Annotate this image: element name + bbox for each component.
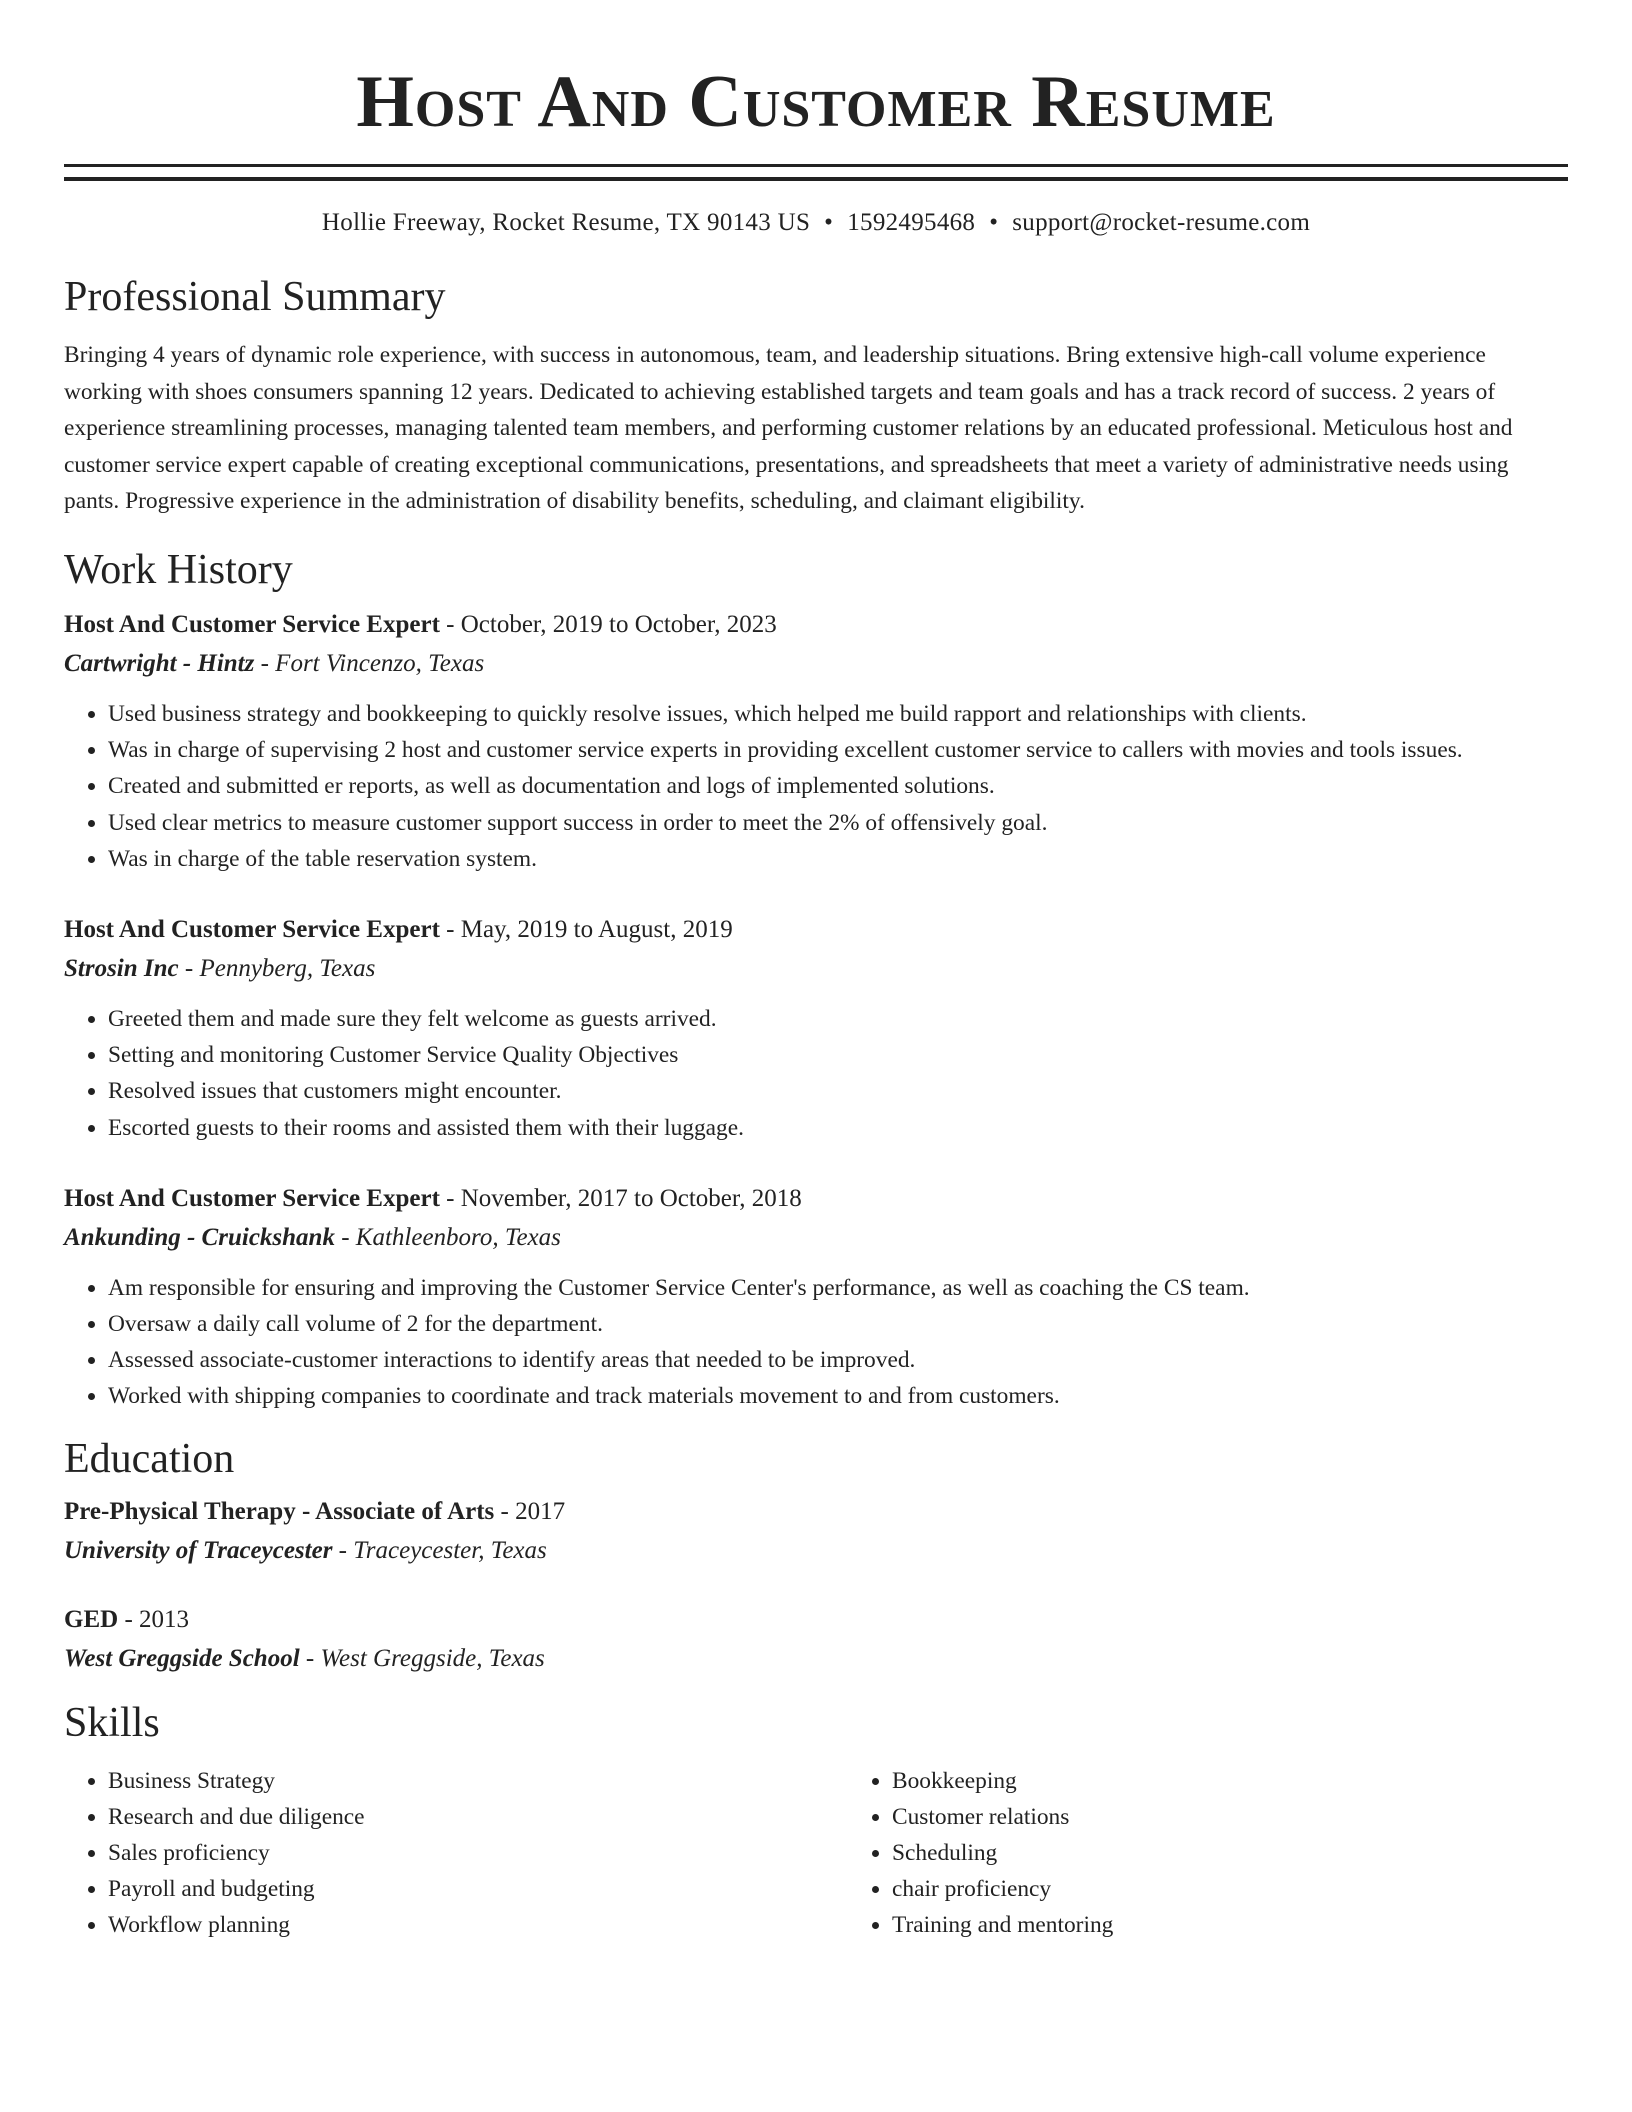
contact-separator: • bbox=[989, 209, 999, 236]
skill-item: • Workflow planning bbox=[108, 1907, 848, 1943]
job-location: - Fort Vincenzo, Texas bbox=[254, 649, 485, 677]
summary-text: Bringing 4 years of dynamic role experience, with success in autonomous, team, and leadership situations. Bring extensive high-call volume experience working with shoes consumers spanning 12 years. Dedicated to achieving established targets and team goals and has a track record of success. 2 years of experience streamlining processes, managing talented team members, and performing customer relations by an educated professional. Meticulous host and customer service expert capable of creating exceptional communications, presentations, and spreadsheets that meet a variety of administrative needs using pants. Progressive experience in the administration of disability benefits, scheduling, and claimant eligibility. bbox=[64, 342, 1513, 515]
education-degree: Pre-Physical Therapy - Associate of Arts bbox=[64, 1497, 495, 1525]
job-dates: - October, 2019 to October, 2023 bbox=[439, 610, 777, 638]
job-company-line bbox=[64, 949, 1568, 989]
job-entry bbox=[64, 606, 1568, 877]
list-item: • Assessed associate-customer interactions to identify areas that needed to be improved. bbox=[108, 1342, 1568, 1378]
contact-line bbox=[64, 207, 1568, 239]
list-item: • Escorted guests to their rooms and assisted them with their luggage. bbox=[108, 1110, 1568, 1146]
skill-item: • Sales proficiency bbox=[108, 1835, 848, 1871]
summary-heading: Professional Summary bbox=[64, 274, 446, 320]
skill-item: • Training and mentoring bbox=[892, 1907, 1113, 1943]
job-title-line bbox=[64, 1180, 1568, 1218]
list-item: • Greeted them and made sure they felt welcome as guests arrived. bbox=[108, 1001, 1568, 1037]
list-item: • Resolved issues that customers might encounter. bbox=[108, 1073, 1568, 1109]
work-history-heading: Work History bbox=[64, 546, 293, 593]
spacer bbox=[64, 877, 1568, 911]
education-location: - West Greggside, Texas bbox=[299, 1644, 545, 1672]
skills-list-left bbox=[64, 1763, 848, 1944]
list-item: • Was in charge of supervising 2 host and customer service experts in providing excellent customer service to callers with movies and tools issues. bbox=[108, 732, 1568, 768]
job-dates: - May, 2019 to August, 2019 bbox=[439, 915, 733, 943]
job-dates: - November, 2017 to October, 2018 bbox=[439, 1184, 802, 1212]
education-heading: Education bbox=[64, 1435, 235, 1482]
list-item: • Created and submitted er reports, as well as documentation and logs of implemented solutions. bbox=[108, 768, 1568, 804]
contact-phone: 1592495468 bbox=[847, 209, 976, 236]
job-location: - Kathleenboro, Texas bbox=[334, 1223, 561, 1251]
skill-item: • Bookkeeping bbox=[892, 1763, 1113, 1799]
skill-item: • Research and due diligence bbox=[108, 1799, 848, 1835]
education-school: University of Traceycester bbox=[64, 1536, 333, 1564]
job-duties-list bbox=[64, 1270, 1568, 1415]
list-item: • Worked with shipping companies to coordinate and track materials movement to and from customers. bbox=[108, 1378, 1568, 1414]
job-duties-list bbox=[64, 696, 1568, 877]
job-company-line bbox=[64, 1218, 1568, 1258]
education-degree-line bbox=[64, 1493, 1568, 1531]
spacer bbox=[64, 1146, 1568, 1180]
title-double-rule bbox=[64, 164, 1568, 181]
education-entry bbox=[64, 1601, 1568, 1679]
education-school-line bbox=[64, 1639, 1568, 1679]
contact-email: support@rocket-resume.com bbox=[1012, 209, 1311, 236]
job-title-line bbox=[64, 606, 1568, 644]
job-entry bbox=[64, 1180, 1568, 1415]
contact-separator: • bbox=[824, 209, 834, 236]
spacer bbox=[64, 1571, 1568, 1601]
skill-item: • Payroll and budgeting bbox=[108, 1871, 848, 1907]
skills-list-right bbox=[848, 1763, 1113, 1944]
list-item: • Setting and monitoring Customer Service Quality Objectives bbox=[108, 1037, 1568, 1073]
education-school-line bbox=[64, 1531, 1568, 1571]
education-entry bbox=[64, 1493, 1568, 1571]
skill-item: • Business Strategy bbox=[108, 1763, 848, 1799]
job-entry bbox=[64, 911, 1568, 1146]
skills-grid bbox=[64, 1763, 1568, 1944]
education-school: West Greggside School bbox=[64, 1644, 300, 1672]
contact-address: Hollie Freeway, Rocket Resume, TX 90143 US bbox=[321, 209, 811, 236]
list-item: • Was in charge of the table reservation system. bbox=[108, 841, 1568, 877]
education-location: - Traceycester, Texas bbox=[332, 1536, 547, 1564]
job-title: Host And Customer Service Expert bbox=[64, 915, 440, 943]
job-company-line bbox=[64, 644, 1568, 684]
job-duties-list bbox=[64, 1001, 1568, 1146]
skill-item: • Scheduling bbox=[892, 1835, 1113, 1871]
list-item: • Used business strategy and bookkeeping to quickly resolve issues, which helped me build rapport and relationships with clients. bbox=[108, 696, 1568, 732]
job-company: Strosin Inc bbox=[64, 954, 179, 982]
skills-heading: Skills bbox=[64, 1699, 160, 1746]
skill-item: • chair proficiency bbox=[892, 1871, 1113, 1907]
education-degree: GED bbox=[64, 1605, 119, 1633]
skill-item: • Customer relations bbox=[892, 1799, 1113, 1835]
job-title: Host And Customer Service Expert bbox=[64, 1184, 440, 1212]
education-year: - 2013 bbox=[118, 1605, 190, 1633]
job-location: - Pennyberg, Texas bbox=[178, 954, 376, 982]
resume-title: Host And Customer Resume bbox=[356, 61, 1276, 143]
education-year: - 2017 bbox=[494, 1497, 566, 1525]
job-title-line bbox=[64, 911, 1568, 949]
list-item: • Used clear metrics to measure customer support success in order to meet the 2% of offensively goal. bbox=[108, 805, 1568, 841]
job-title: Host And Customer Service Expert bbox=[64, 610, 440, 638]
list-item: • Oversaw a daily call volume of 2 for the department. bbox=[108, 1306, 1568, 1342]
education-degree-line bbox=[64, 1601, 1568, 1639]
list-item: • Am responsible for ensuring and improving the Customer Service Center's performance, as well as coaching the CS team. bbox=[108, 1270, 1568, 1306]
job-company: Ankunding - Cruickshank bbox=[64, 1223, 335, 1251]
job-company: Cartwright - Hintz bbox=[64, 649, 255, 677]
